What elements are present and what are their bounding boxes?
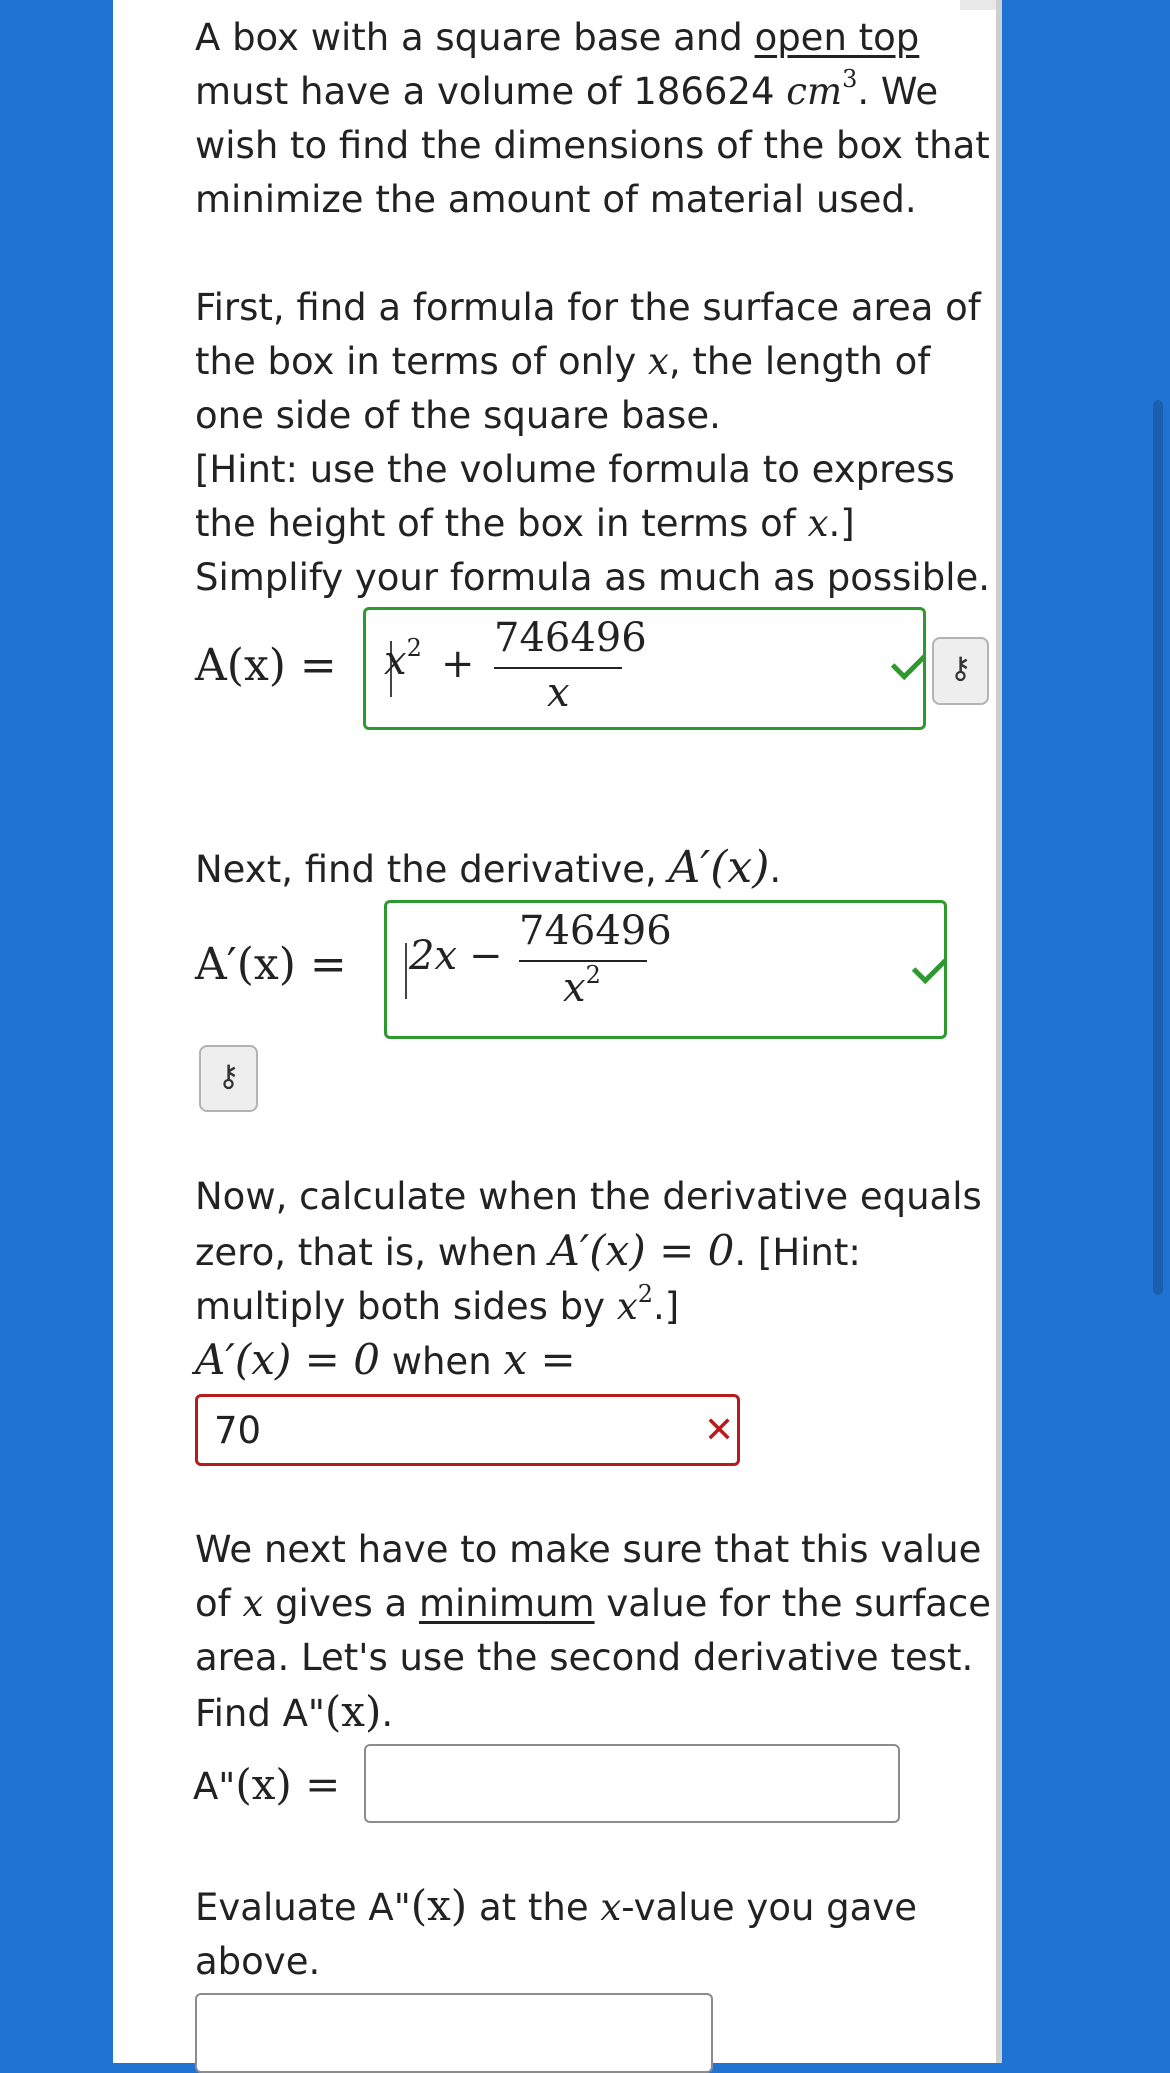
step3-line-3: [195, 1280, 679, 1334]
derivative-denominator: $x^2$: [563, 960, 601, 1011]
step1-text-b: , the length of: [668, 340, 931, 383]
step5-line-2: above.: [195, 1940, 321, 1983]
text-cursor: [405, 943, 407, 999]
step1-hint-line-2: [195, 497, 855, 551]
area-answer-field[interactable]: [363, 607, 926, 730]
minimum-underlined: minimum: [418, 1582, 595, 1625]
unit-exponent: 3: [842, 64, 858, 93]
problem-intro-line-3: wish to find the dimensions of the box that: [195, 124, 990, 167]
step5-line-1: [195, 1879, 917, 1935]
step3-hint-start: . [Hint:: [734, 1231, 861, 1274]
hint-end: .]: [828, 502, 855, 545]
derivative-equals-zero: A′(x) = 0: [195, 1335, 380, 1384]
derivative-term: 2x: [409, 933, 458, 979]
step3-hint-end: .]: [652, 1285, 680, 1328]
critical-point-value: 70: [214, 1409, 262, 1452]
volume-text: must have a volume of 186624: [195, 70, 787, 113]
paren-x: (x): [410, 1881, 468, 1930]
step3-text: zero, that is, when: [195, 1231, 550, 1274]
derivative-fraction-bar: [519, 960, 647, 962]
second-derivative-symbol: A": [193, 1765, 236, 1808]
step4-text-b: gives a: [263, 1582, 419, 1625]
step2-prompt: [195, 841, 781, 897]
problem-intro-line-2: [195, 65, 938, 119]
step3-hint-text: multiply both sides by: [195, 1285, 617, 1328]
var-x: x: [807, 502, 829, 545]
var-x: x: [616, 1285, 638, 1328]
problem-intro-line-4: minimize the amount of material used.: [195, 178, 917, 221]
area-plus: +: [441, 641, 475, 687]
var-x: x: [600, 1886, 622, 1929]
evaluate-text: Evaluate A": [195, 1886, 411, 1929]
derivative-label: A′(x) =: [195, 939, 347, 990]
panel-top-shadow: [960, 0, 996, 10]
area-function-label: A(x) =: [195, 640, 337, 691]
step3-line-2: [195, 1224, 861, 1280]
step1-text: the box in terms of only: [195, 340, 648, 383]
correct-check-icon: [891, 645, 926, 680]
intro-text: A box with a square base and: [195, 16, 755, 59]
step1-line-3: one side of the square base.: [195, 394, 721, 437]
key-icon: ⚷: [949, 651, 972, 686]
step3-line-1: Now, calculate when the derivative equals: [195, 1175, 982, 1218]
second-derivative-input[interactable]: [364, 1744, 900, 1823]
step2-text: Next, find the derivative,: [195, 848, 669, 891]
evaluate-input[interactable]: [195, 1993, 713, 2073]
critical-point-input[interactable]: [195, 1394, 740, 1466]
intro-we: . We: [857, 70, 939, 113]
var-x: x: [242, 1582, 264, 1625]
paren-x: (x): [324, 1687, 382, 1736]
derivative-numerator: 746496: [519, 908, 672, 954]
step4-line-3: area. Let's use the second derivative test.: [195, 1636, 974, 1679]
scrollbar[interactable]: [1153, 400, 1163, 1295]
derivative-symbol: A′(x): [668, 842, 770, 893]
second-derivative-label: [193, 1757, 340, 1815]
step4-line-4: [195, 1685, 393, 1741]
key-button[interactable]: [199, 1045, 258, 1112]
step4-line-1: We next have to make sure that this value: [195, 1528, 982, 1571]
area-numerator: 746496: [494, 615, 647, 661]
key-icon: ⚷: [217, 1059, 240, 1094]
when-text: when: [379, 1340, 504, 1383]
panel-edge: [996, 0, 1002, 2063]
correct-check-icon: [912, 949, 947, 984]
unit-cm: cm: [786, 70, 843, 113]
open-top-underlined: open top: [754, 16, 920, 59]
paren-x-equals: (x) =: [235, 1760, 341, 1809]
incorrect-x-icon: ✕: [704, 1410, 735, 1451]
derivative-minus: −: [469, 933, 503, 979]
exponent: 2: [637, 1279, 653, 1308]
step1-simplify: Simplify your formula as much as possible.: [195, 556, 990, 599]
area-term-x: $x^2$: [384, 633, 422, 684]
step4-text-c: value for the surface: [594, 1582, 992, 1625]
derivative-answer-field[interactable]: [384, 900, 947, 1039]
find-second-derivative: Find A": [195, 1692, 325, 1735]
step1-line-1: First, find a formula for the surface area of: [195, 286, 981, 329]
step1-line-2: [195, 335, 930, 389]
at-the-text: at the: [467, 1886, 601, 1929]
value-you-gave-text: -value you gave: [621, 1886, 917, 1929]
area-denominator: x: [547, 670, 570, 716]
area-fraction-bar: [494, 667, 622, 669]
step2-period: .: [769, 848, 782, 891]
step1-hint-line-1: [Hint: use the volume formula to express: [195, 448, 955, 491]
var-x: x: [647, 340, 669, 383]
derivative-equals-zero: A′(x) = 0: [549, 1226, 735, 1275]
step3-line-4: [195, 1333, 576, 1389]
hint-text: the height of the box in terms of: [195, 502, 808, 545]
key-button[interactable]: [932, 637, 989, 705]
step4-text: of: [195, 1582, 243, 1625]
step4-line-2: [195, 1577, 991, 1631]
period: .: [381, 1692, 394, 1735]
problem-intro-line-1: [195, 11, 919, 65]
x-equals: x =: [503, 1335, 576, 1384]
